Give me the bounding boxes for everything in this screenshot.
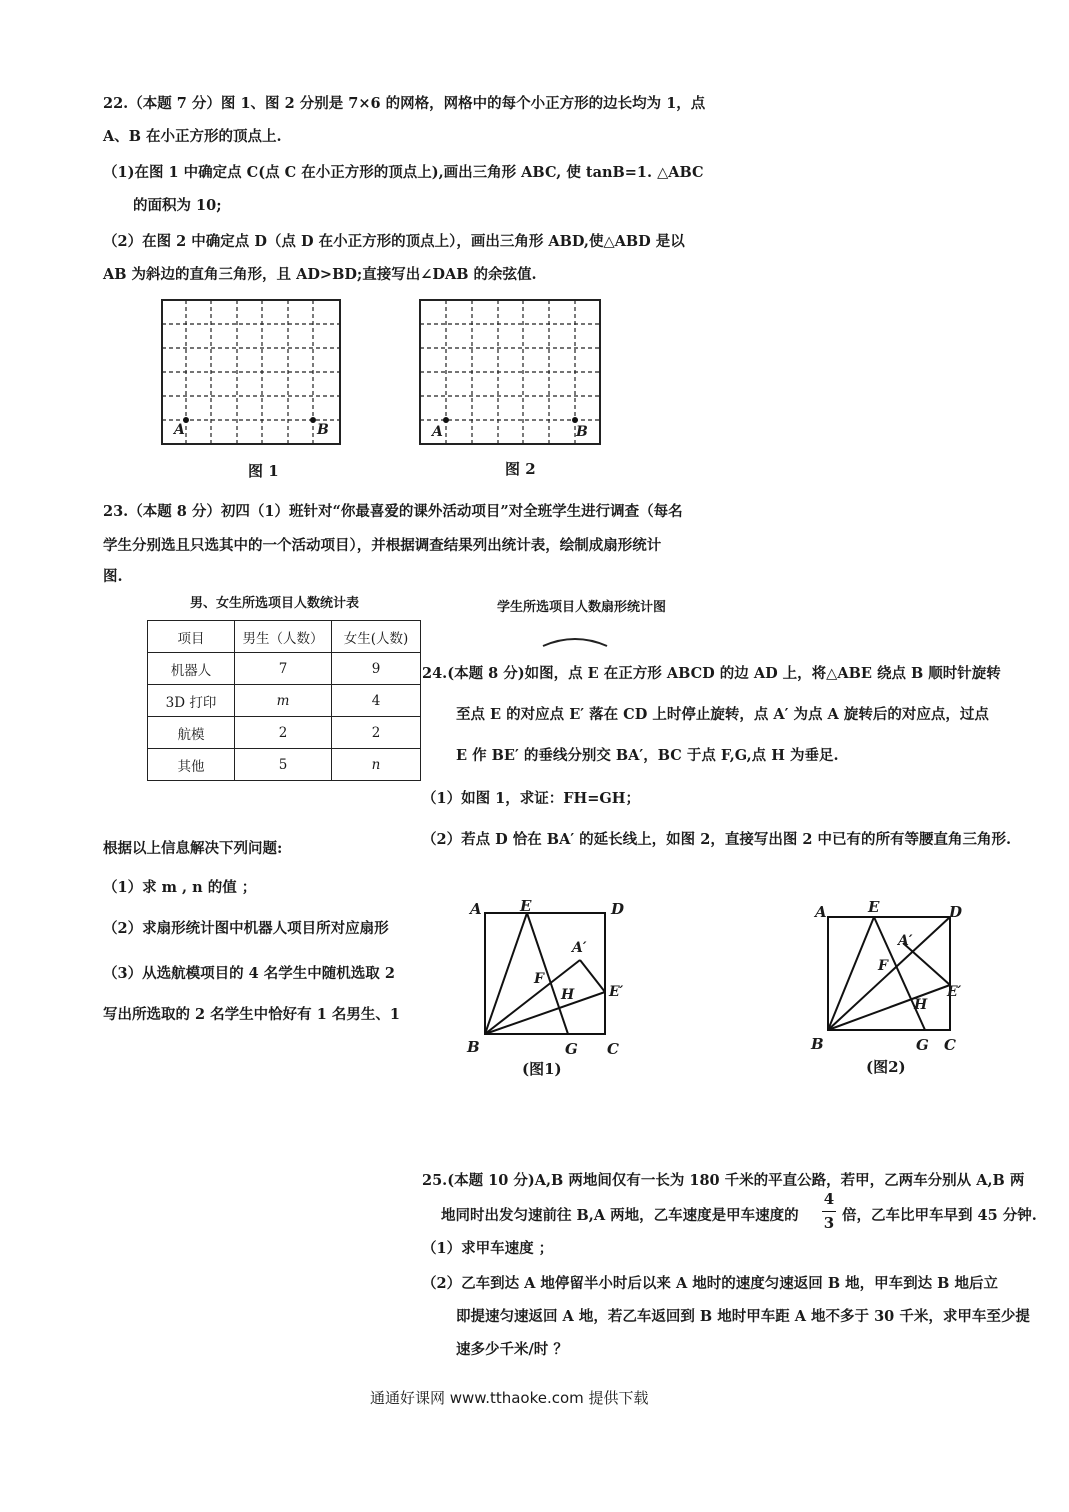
table-header-cell: 女生(人数) xyxy=(332,621,421,653)
fig24b-caption: (图2) xyxy=(866,1058,906,1076)
table-cell: 机器人 xyxy=(148,653,235,685)
q25-sub2a: （2）乙车到达 A 地停留半小时后以来 A 地时的速度匀速返回 B 地，甲车到达 B 地后立 xyxy=(422,1275,998,1292)
fig24a-label-b: B xyxy=(467,1038,480,1056)
table-cell: 7 xyxy=(235,653,332,685)
q24-line3: E 作 BE′ 的垂线分别交 BA′，BC 于点 F,G,点 H 为垂足. xyxy=(456,747,839,764)
table-cell: 9 xyxy=(332,653,421,685)
pie-chart-arc xyxy=(540,634,610,648)
table-header-cell: 项目 xyxy=(148,621,235,653)
q24-sub2: （2）若点 D 恰在 BA′ 的延长线上，如图 2，直接写出图 2 中已有的所有等腰直角三角形. xyxy=(422,831,1012,848)
table-cell: 2 xyxy=(332,717,421,749)
fig24b-label-g: G xyxy=(916,1036,929,1054)
fig2-caption: 图 2 xyxy=(505,460,536,478)
fig2-label-b: B xyxy=(576,424,588,440)
fraction-bar xyxy=(822,1211,836,1212)
q25-line2b: 倍，乙车比甲车早到 45 分钟. xyxy=(842,1207,1037,1224)
q23-sub2: （2）求扇形统计图中机器人项目所对应扇形 xyxy=(103,920,389,937)
q22-line3: （1)在图 1 中确定点 C(点 C 在小正方形的顶点上),画出三角形 ABC, 使 tanB=1. △ABC xyxy=(103,164,704,181)
fig24b-label-a: A xyxy=(815,903,827,921)
fig24a-label-a: A xyxy=(470,900,482,918)
q22-line2: A、B 在小正方形的顶点上. xyxy=(103,128,282,145)
q24-sub1: （1）如图 1，求证：FH=GH； xyxy=(422,790,640,807)
table-cell: 3D 打印 xyxy=(148,685,235,717)
fig24b-label-f: F xyxy=(878,958,888,974)
table-header-row xyxy=(148,621,421,653)
fig24b-label-b: B xyxy=(811,1035,824,1053)
fig24a-label-f: F xyxy=(534,971,544,987)
q25-line2a: 地同时出发匀速前往 B,A 两地，乙车速度是甲车速度的 xyxy=(441,1207,799,1224)
fig24a-label-ep: E′ xyxy=(609,984,624,1000)
q24-line2: 至点 E 的对应点 E′ 落在 CD 上时停止旋转，点 A′ 为点 A 旋转后的对应点，过点 xyxy=(456,706,989,723)
chart-title: 学生所选项目人数扇形统计图 xyxy=(497,600,667,615)
fraction-denominator: 3 xyxy=(823,1214,835,1232)
fig24a-caption: (图1) xyxy=(522,1060,562,1078)
table-row xyxy=(148,685,421,717)
fig24b-label-e: E xyxy=(868,898,880,916)
q22-line4: 的面积为 10; xyxy=(133,197,222,214)
q23-line2: 学生分别选且只选其中的一个活动项目），并根据调查结果列出统计表，绘制成扇形统计 xyxy=(103,537,662,554)
table-row xyxy=(148,749,421,781)
table-cell: 航模 xyxy=(148,717,235,749)
q23-sub4: 写出所选取的 2 名学生中恰好有 1 名男生、1 xyxy=(103,1006,400,1023)
q22-line6: AB 为斜边的直角三角形，且 AD>BD;直接写出∠DAB 的余弦值. xyxy=(103,266,537,283)
q23-line3: 图. xyxy=(103,568,123,585)
footer-credit: 通通好课网 www.tthaoke.com 提供下载 xyxy=(370,1389,649,1407)
table-cell: 2 xyxy=(235,717,332,749)
fig24b-label-d: D xyxy=(949,903,963,921)
q25-sub1: （1）求甲车速度 ； xyxy=(422,1240,554,1257)
fig24a-label-h: H xyxy=(561,987,575,1003)
fig24a-label-ap: A′ xyxy=(572,940,587,956)
q23-line1: 23.（本题 8 分）初四（1）班针对“你最喜爱的课外活动项目”对全班学生进行调查（每名 xyxy=(103,503,683,520)
table-cell: m xyxy=(235,685,332,717)
table-title: 男、女生所选项目人数统计表 xyxy=(190,596,360,611)
fig24a-label-d: D xyxy=(611,900,625,918)
q23-sub3: （3）从选航模项目的 4 名学生中随机选取 2 xyxy=(103,965,395,982)
table-cell: n xyxy=(332,749,421,781)
q23-intro: 根据以上信息解决下列问题: xyxy=(103,840,283,857)
fraction-numerator: 4 xyxy=(823,1190,835,1208)
fig24b-label-h: H xyxy=(914,997,928,1013)
table-cell: 其他 xyxy=(148,749,235,781)
q22-line1: 22.（本题 7 分）图 1、图 2 分别是 7×6 的网格，网格中的每个小正方形的边长均为 1，点 xyxy=(103,95,706,112)
fig24a-label-e: E xyxy=(520,897,532,915)
table-cell: 4 xyxy=(332,685,421,717)
q24-line1: 24.(本题 8 分)如图，点 E 在正方形 ABCD 的边 AD 上，将△ABE 绕点 B 顺时针旋转 xyxy=(422,665,1001,682)
fig1-caption: 图 1 xyxy=(248,462,279,480)
table-row xyxy=(148,717,421,749)
fig24a-label-g: G xyxy=(565,1040,578,1058)
table-cell: 5 xyxy=(235,749,332,781)
fig24b-label-c: C xyxy=(944,1036,956,1054)
stats-table xyxy=(147,620,421,781)
q25-sub2b: 即提速匀速返回 A 地，若乙车返回到 B 地时甲车距 A 地不多于 30 千米，求甲车至少提 xyxy=(456,1308,1030,1325)
table-header-cell: 男生（人数） xyxy=(235,621,332,653)
q25-sub2c: 速多少千米/时 ？ xyxy=(456,1341,568,1358)
fig24a-label-c: C xyxy=(607,1040,619,1058)
geometry-figure-1 xyxy=(465,895,635,1055)
fig1-label-b: B xyxy=(317,422,329,438)
q23-sub1: （1）求 m , n 的值 ； xyxy=(103,879,257,896)
fig24b-label-ap: A′ xyxy=(898,933,913,949)
fig24b-label-ep: E′ xyxy=(947,984,962,1000)
fig2-label-a: A xyxy=(432,424,443,440)
q25-line1: 25.(本题 10 分)A,B 两地间仅有一长为 180 千米的平直公路，若甲，乙两车分别从 A,B 两 xyxy=(422,1172,1025,1189)
fig1-label-a: A xyxy=(174,422,185,438)
table-row xyxy=(148,653,421,685)
q22-line5: （2）在图 2 中确定点 D（点 D 在小正方形的顶点上），画出三角形 ABD,使△ABD 是以 xyxy=(103,233,685,250)
